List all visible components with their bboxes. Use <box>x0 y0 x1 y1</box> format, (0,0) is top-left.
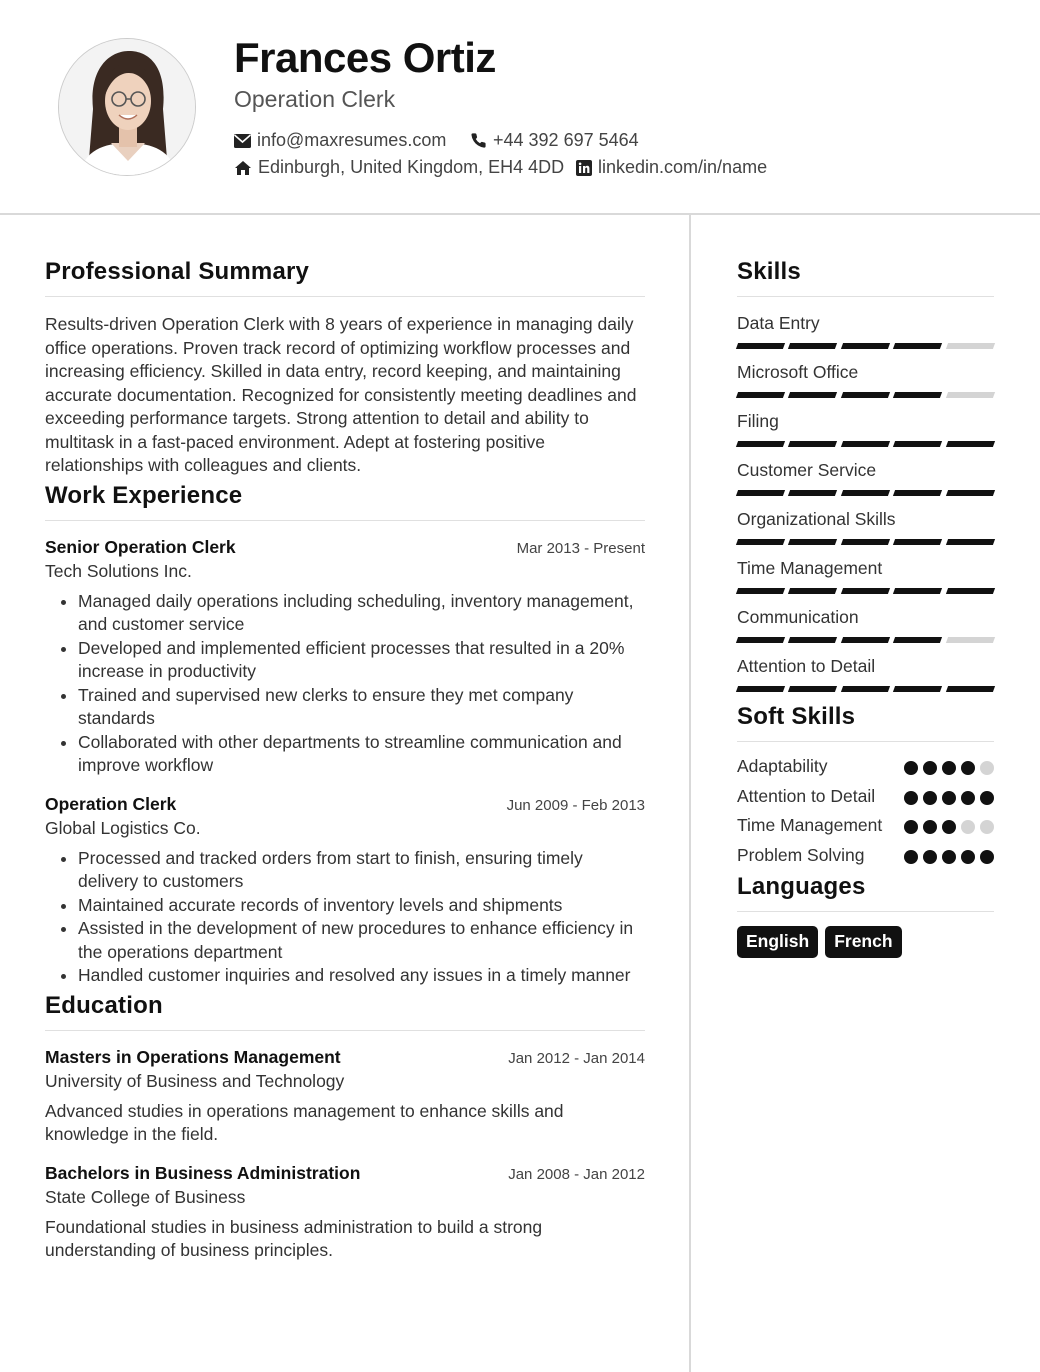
soft-skill-rating <box>904 784 994 805</box>
skill-level-segment <box>788 686 838 692</box>
skill-level-bar <box>737 490 994 496</box>
rating-dot <box>923 791 937 805</box>
skill-level-segment <box>841 441 891 447</box>
skill-level-segment <box>946 588 996 594</box>
skill-name: Customer Service <box>737 460 877 480</box>
rating-dot <box>923 850 937 864</box>
skill-level-segment <box>841 343 891 349</box>
section-divider <box>737 911 994 912</box>
skill-level-segment <box>736 441 786 447</box>
skill-level-segment <box>893 637 943 643</box>
email-text: info@maxresumes.com <box>257 130 447 150</box>
skill-level-segment <box>788 392 838 398</box>
rating-dot <box>904 761 918 775</box>
skill-level-segment <box>736 539 786 545</box>
languages-list <box>737 926 994 958</box>
job-company: Tech Solutions Inc. <box>45 560 192 581</box>
phone-text: +44 392 697 5464 <box>493 130 639 150</box>
rating-dot <box>980 850 994 864</box>
skill-item <box>737 409 994 447</box>
skill-level-segment <box>893 588 943 594</box>
contact-email[interactable] <box>234 130 446 151</box>
rating-dot <box>904 850 918 864</box>
degree-title: Bachelors in Business Administration <box>45 1162 361 1183</box>
rating-dot <box>942 761 956 775</box>
skill-item <box>737 556 994 594</box>
job-bullet: • Assisted in the development of new procedures to enhance efficiency in the operations department <box>78 917 645 964</box>
contact-linkedin[interactable] <box>576 157 767 178</box>
candidate-title: Operation Clerk <box>234 86 396 112</box>
education-description: Foundational studies in business administration to build a strong understanding of business principles. <box>45 1216 543 1260</box>
address-text: Edinburgh, United Kingdom, EH4 4DD <box>258 157 565 177</box>
rating-dot <box>961 820 975 834</box>
education-section <box>45 992 645 1263</box>
skill-name: Data Entry <box>737 313 820 333</box>
rating-dot <box>961 850 975 864</box>
job-bullets <box>45 590 645 778</box>
education-heading: Education <box>45 991 163 1019</box>
skill-name: Filing <box>737 411 779 431</box>
rating-dot <box>904 791 918 805</box>
skills-section <box>737 258 994 692</box>
skill-level-segment <box>788 637 838 643</box>
skill-name: Communication <box>737 607 859 627</box>
rating-dot <box>961 761 975 775</box>
languages-heading: Languages <box>737 873 866 900</box>
column-divider <box>689 215 691 1372</box>
skill-level-segment <box>736 343 786 349</box>
experience-section <box>45 482 645 988</box>
skill-level-segment <box>946 686 996 692</box>
rating-dot <box>980 761 994 775</box>
job-bullet: • Managed daily operations including scheduling, inventory management, and customer service <box>78 590 645 637</box>
job-entry <box>45 537 645 778</box>
language-tag: French <box>825 926 901 958</box>
job-bullet: • Developed and implemented efficient processes that resulted in a 20% increase in productivity <box>78 637 645 684</box>
soft-skill-name: Adaptability <box>737 756 828 776</box>
skill-name: Microsoft Office <box>737 362 859 382</box>
skill-level-segment <box>736 490 786 496</box>
contact-address <box>234 157 564 178</box>
job-bullet: • Trained and supervised new clerks to ensure they met company standards <box>78 684 645 731</box>
job-bullet: • Collaborated with other departments to streamline communication and improve workflow <box>78 731 645 778</box>
skill-level-segment <box>893 392 943 398</box>
education-entry <box>45 1047 645 1147</box>
skill-level-bar <box>737 637 994 643</box>
skill-level-segment <box>946 539 996 545</box>
main-column <box>45 258 645 1263</box>
rating-dot <box>942 850 956 864</box>
skill-level-segment <box>736 637 786 643</box>
skill-level-segment <box>946 637 996 643</box>
envelope-icon <box>234 134 251 148</box>
rating-dot <box>942 820 956 834</box>
skill-level-segment <box>841 539 891 545</box>
section-divider <box>45 296 645 297</box>
soft-skills-section <box>737 703 994 867</box>
soft-skill-item <box>737 813 994 838</box>
education-date: Jan 2012 - Jan 2014 <box>508 1049 645 1067</box>
soft-skill-name: Time Management <box>737 815 883 835</box>
skill-level-bar <box>737 539 994 545</box>
language-tag: English <box>737 926 818 958</box>
skills-list <box>737 311 994 692</box>
soft-skill-name: Attention to Detail <box>737 785 876 806</box>
skill-level-segment <box>788 490 838 496</box>
skill-item <box>737 605 994 643</box>
skill-level-bar <box>737 686 994 692</box>
job-bullets <box>45 847 645 988</box>
skill-level-segment <box>788 539 838 545</box>
skill-level-segment <box>841 588 891 594</box>
linkedin-text: linkedin.com/in/name <box>598 157 768 177</box>
skill-level-segment <box>736 686 786 692</box>
skill-item <box>737 360 994 398</box>
skill-level-segment <box>893 441 943 447</box>
rating-dot <box>904 820 918 834</box>
school-name: State College of Business <box>45 1186 246 1207</box>
soft-skill-rating <box>904 754 994 775</box>
skill-level-segment <box>946 392 996 398</box>
section-divider <box>737 741 994 742</box>
skill-name: Organizational Skills <box>737 509 896 529</box>
rating-dot <box>923 761 937 775</box>
home-icon <box>234 160 252 176</box>
education-description: Advanced studies in operations management to enhance skills and knowledge in the field. <box>45 1100 564 1144</box>
soft-skills-heading: Soft Skills <box>737 703 856 730</box>
skills-heading: Skills <box>737 258 801 285</box>
experience-heading: Work Experience <box>45 481 243 509</box>
soft-skill-item <box>737 754 994 779</box>
skill-level-bar <box>737 343 994 349</box>
contact-phone[interactable] <box>470 130 639 151</box>
summary-heading: Professional Summary <box>45 258 310 285</box>
job-entry <box>45 794 645 988</box>
job-bullet: • Maintained accurate records of inventory levels and shipments <box>78 894 645 918</box>
soft-skill-rating <box>904 813 994 834</box>
skill-level-segment <box>946 441 996 447</box>
candidate-name: Frances Ortiz <box>234 34 496 81</box>
summary-section <box>45 258 645 478</box>
skill-level-segment <box>841 490 891 496</box>
skill-name: Time Management <box>737 558 883 578</box>
job-date: Jun 2009 - Feb 2013 <box>506 796 645 814</box>
soft-skill-rating <box>904 843 994 864</box>
skill-level-segment <box>893 490 943 496</box>
skill-level-segment <box>946 343 996 349</box>
skill-item <box>737 311 994 349</box>
skill-name: Attention to Detail <box>737 656 876 676</box>
skill-level-segment <box>788 343 838 349</box>
skill-level-segment <box>788 441 838 447</box>
avatar <box>58 38 196 176</box>
skill-level-segment <box>841 392 891 398</box>
section-divider <box>45 520 645 521</box>
soft-skills-list <box>737 754 994 867</box>
job-date: Mar 2013 - Present <box>516 539 645 557</box>
education-date: Jan 2008 - Jan 2012 <box>508 1165 645 1183</box>
skill-level-segment <box>893 343 943 349</box>
rating-dot <box>961 791 975 805</box>
skill-level-bar <box>737 588 994 594</box>
sidebar-column <box>737 258 994 958</box>
skill-item <box>737 654 994 692</box>
skill-item <box>737 458 994 496</box>
skill-level-segment <box>841 637 891 643</box>
job-bullet: • Processed and tracked orders from start to finish, ensuring timely delivery to customers <box>78 847 645 894</box>
resume-header <box>0 0 1040 215</box>
job-title: Operation Clerk <box>45 793 177 814</box>
soft-skill-item <box>737 784 994 809</box>
rating-dot <box>980 791 994 805</box>
skill-level-segment <box>893 539 943 545</box>
skill-item <box>737 507 994 545</box>
soft-skill-item <box>737 843 994 868</box>
skill-level-segment <box>841 686 891 692</box>
education-entry <box>45 1163 645 1263</box>
rating-dot <box>942 791 956 805</box>
linkedin-icon <box>576 160 592 176</box>
phone-icon <box>470 132 487 149</box>
job-title: Senior Operation Clerk <box>45 536 236 557</box>
languages-section <box>737 873 994 958</box>
skill-level-bar <box>737 392 994 398</box>
section-divider <box>45 1030 645 1031</box>
skill-level-segment <box>788 588 838 594</box>
soft-skill-name: Problem Solving <box>737 844 865 865</box>
section-divider <box>737 296 994 297</box>
summary-text: Results-driven Operation Clerk with 8 years of experience in managing daily office operations. Proven track record of optimizing workflow processes and increasing efficiency. Skilled in data entry, record keeping, and maintaining accurate documentation. Recognized for consistently meeting deadlines and exceeding performance targets. Strong attention to detail and ability to multitask in a fast-paced environment. Adept at fostering positive relationships with colleagues and clients. <box>45 314 637 475</box>
skill-level-segment <box>946 490 996 496</box>
school-name: University of Business and Technology <box>45 1070 345 1091</box>
rating-dot <box>980 820 994 834</box>
rating-dot <box>923 820 937 834</box>
skill-level-segment <box>893 686 943 692</box>
skill-level-bar <box>737 441 994 447</box>
job-bullet: • Handled customer inquiries and resolved any issues in a timely manner <box>78 964 645 988</box>
degree-title: Masters in Operations Management <box>45 1046 341 1067</box>
profile-photo <box>59 39 196 176</box>
skill-level-segment <box>736 588 786 594</box>
skill-level-segment <box>736 392 786 398</box>
job-company: Global Logistics Co. <box>45 817 201 838</box>
